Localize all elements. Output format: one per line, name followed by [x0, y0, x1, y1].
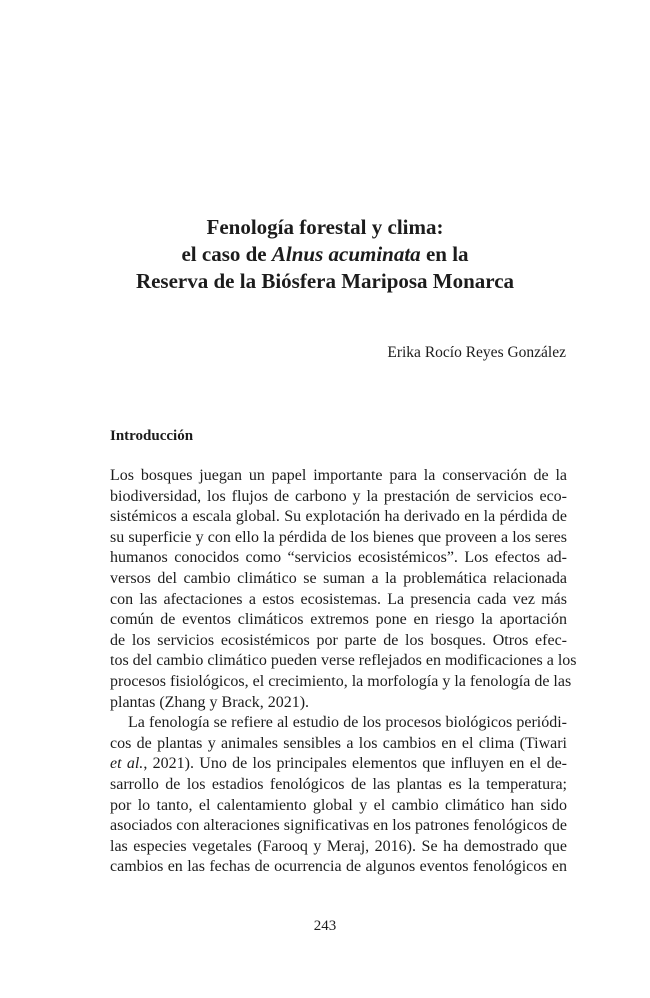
title-line-1: Fenología forestal y clima:: [206, 215, 444, 239]
text-line: asociados con alteraciones significativas en los patrones fenológicos de: [110, 817, 567, 835]
chapter-title: [0, 214, 650, 295]
text-line: versos del cambio climático se suman a la problemática relacionada: [110, 569, 567, 587]
text-line: plantas (Zhang y Brack, 2021).: [110, 693, 310, 711]
text-line: cos de plantas y animales sensibles a los cambios en el clima (Tiwari: [110, 734, 567, 752]
text-line: de los servicios ecosistémicos por parte de los bosques. Otros efec-: [110, 631, 567, 649]
section-heading: Introducción: [110, 428, 194, 444]
body-text: [110, 466, 577, 878]
text-line: por lo tanto, el calentamiento global y el cambio climático han sido: [110, 796, 567, 814]
title-line-2: [0, 241, 650, 268]
text-line: Los bosques juegan un papel importante para la conservación de la: [110, 467, 567, 484]
text-line: las especies vegetales (Farooq y Meraj, 2016). Se ha demostrado que: [110, 837, 567, 855]
text-line: sarrollo de los estadios fenológicos de las plantas es la temperatura;: [110, 775, 567, 793]
text-line: [110, 754, 567, 775]
text-line: tos del cambio climático pueden verse reflejados en modificaciones a los: [110, 652, 577, 670]
text-line: biodiversidad, los flujos de carbono y la prestación de servicios eco-: [110, 487, 567, 505]
text-line: cambios en las fechas de ocurrencia de algunos eventos fenológicos en: [110, 858, 567, 876]
text-line: común de eventos climáticos extremos pone en riesgo la aportación: [110, 611, 567, 629]
text-line: con las afectaciones a estos ecosistemas. La presencia cada vez más: [110, 590, 567, 608]
citation-et-al: et al.: [110, 755, 144, 773]
paragraph-1: [110, 466, 577, 713]
page-number: 243: [313, 918, 337, 934]
paragraph-2: [110, 713, 567, 878]
text-line-rest: , 2021). Uno de los principales elementos que influyen en el de-: [143, 755, 567, 773]
author-name: Erika Rocío Reyes González: [387, 344, 566, 361]
text-line: procesos fisiológicos, el crecimiento, la morfología y la fenología de las: [110, 672, 572, 690]
title-line-3: Reserva de la Biósfera Mariposa Monarca: [135, 269, 515, 293]
text-line: La fenología se refiere al estudio de los procesos biológicos periódi-: [128, 714, 567, 732]
text-line: su superficie y con ello la pérdida de los bienes que proveen a los seres: [110, 528, 567, 546]
title-line-2-end: en la: [420, 242, 469, 266]
text-line: sistémicos a escala global. Su explotación ha derivado en la pérdida de: [110, 508, 567, 526]
text-line: humanos conocidos como “servicios ecosistémicos”. Los efectos ad-: [110, 549, 567, 567]
title-line-2-start: el caso de: [181, 242, 272, 266]
title-species-name: Alnus acuminata: [271, 242, 421, 266]
